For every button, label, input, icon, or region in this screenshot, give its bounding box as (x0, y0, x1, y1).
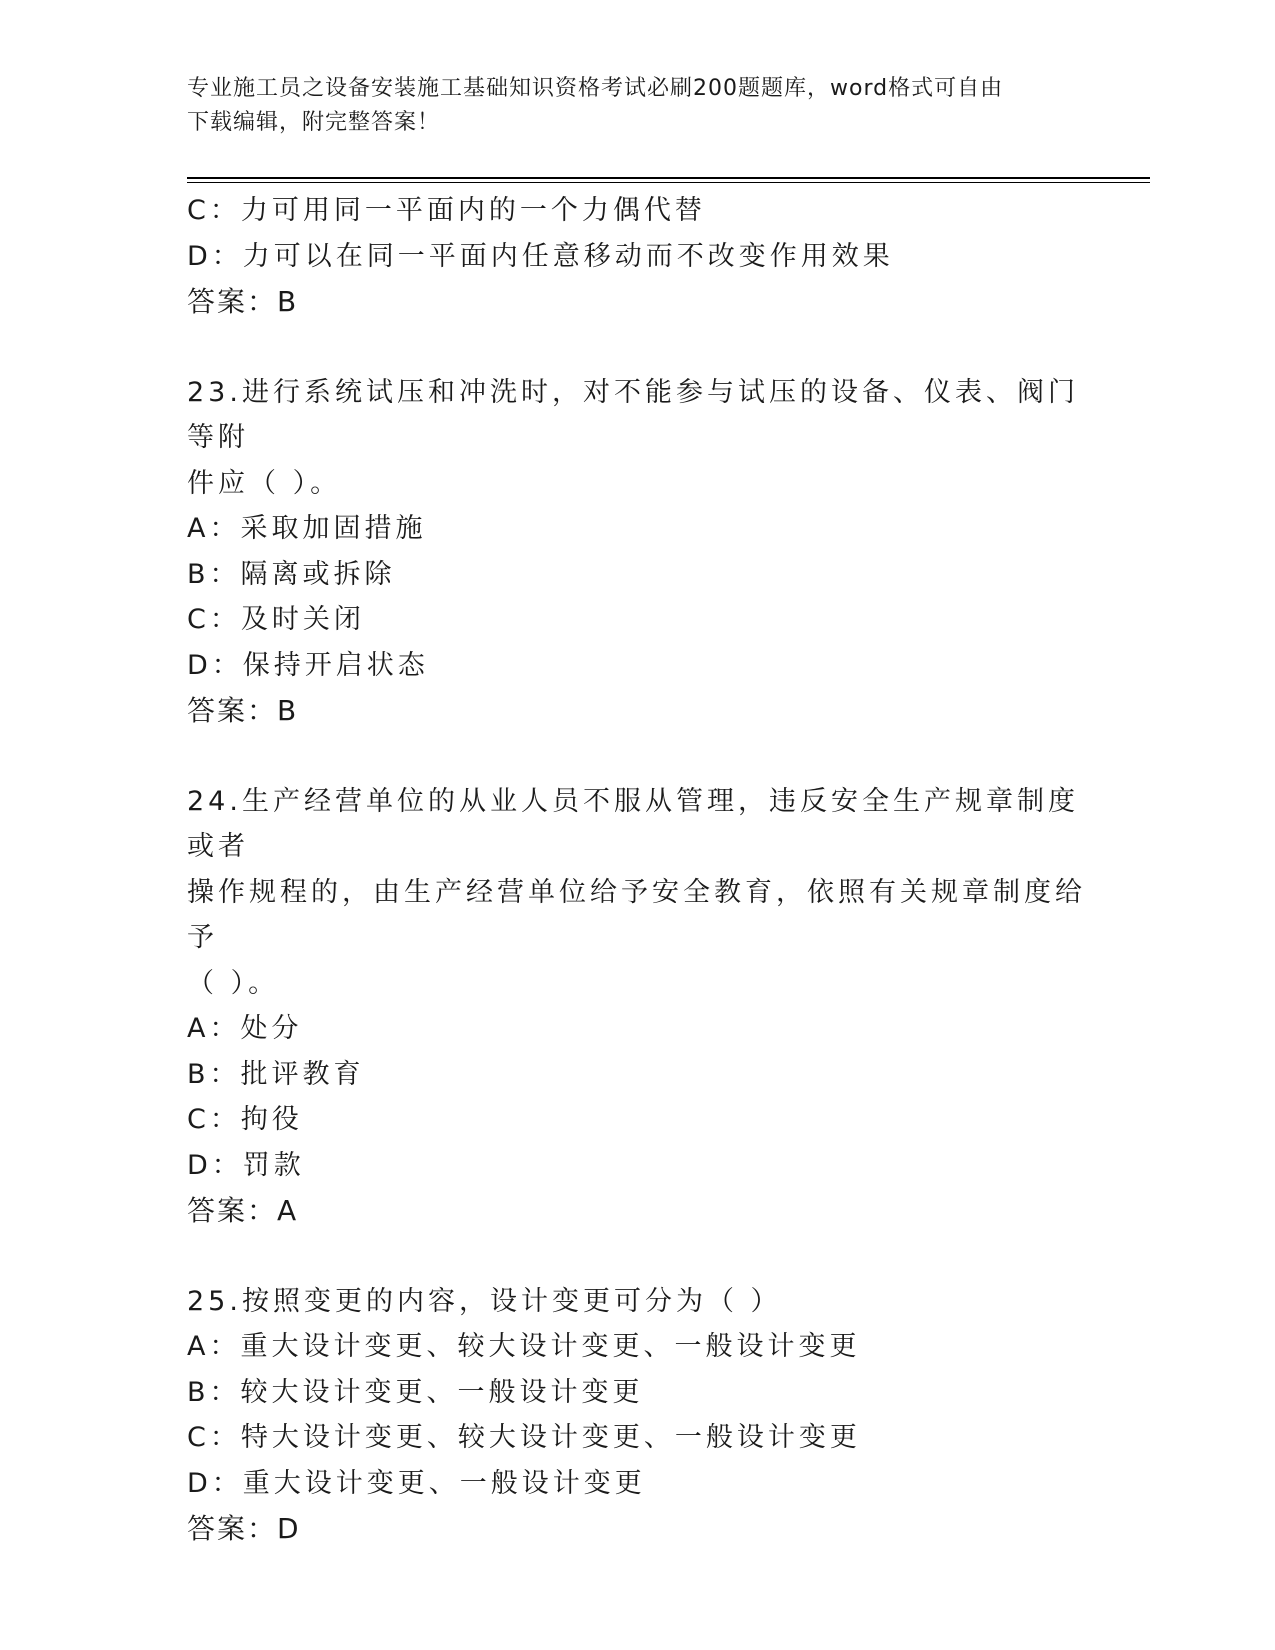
page-header (187, 72, 1067, 140)
header-divider-thin (187, 182, 1150, 183)
header-line-2: 下载编辑，附完整答案！ (187, 110, 441, 135)
question-content (187, 188, 1087, 1552)
option-b: B：较大设计变更、一般设计变更 (187, 1376, 644, 1408)
question-24 (187, 779, 1087, 1234)
question-stem-line: 操作规程的，由生产经营单位给予安全教育，依照有关规章制度给予 (187, 876, 1086, 953)
option-c: C：拘役 (187, 1104, 303, 1135)
header-divider-thick (187, 177, 1150, 179)
option-d: D：罚款 (187, 1149, 305, 1181)
question-stem-line: 件应（ ）。 (187, 467, 342, 499)
answer-line: 答案：D (187, 1512, 301, 1545)
answer-line: 答案：B (187, 694, 299, 727)
option-c: C：力可用同一平面内的一个力偶代替 (187, 195, 706, 226)
answer-line: 答案：B (187, 285, 299, 318)
option-a: A：采取加固措施 (187, 513, 427, 544)
option-a: A：处分 (187, 1013, 303, 1044)
question-25 (187, 1279, 1087, 1552)
header-line-1: 专业施工员之设备安装施工基础知识资格考试必刷200题题库，word格式可自由 (187, 76, 1004, 101)
option-b: B：隔离或拆除 (187, 558, 396, 590)
question-23 (187, 370, 1087, 734)
option-d: D：重大设计变更、一般设计变更 (187, 1467, 646, 1499)
option-c: C：及时关闭 (187, 604, 365, 635)
question-stem-line: 23.进行系统试压和冲洗时，对不能参与试压的设备、仪表、阀门等附 (187, 376, 1079, 453)
answer-line: 答案：A (187, 1194, 299, 1227)
question-stem-line: 25.按照变更的内容，设计变更可分为（ ） (187, 1285, 782, 1317)
option-d: D：力可以在同一平面内任意移动而不改变作用效果 (187, 240, 894, 272)
option-a: A：重大设计变更、较大设计变更、一般设计变更 (187, 1331, 861, 1362)
option-b: B：批评教育 (187, 1058, 365, 1090)
question-stem-line: （ ）。 (187, 967, 280, 999)
continued-question (187, 188, 1087, 325)
option-d: D：保持开启状态 (187, 649, 429, 681)
question-stem-line: 24.生产经营单位的从业人员不服从管理，违反安全生产规章制度或者 (187, 785, 1079, 862)
option-c: C：特大设计变更、较大设计变更、一般设计变更 (187, 1422, 861, 1453)
